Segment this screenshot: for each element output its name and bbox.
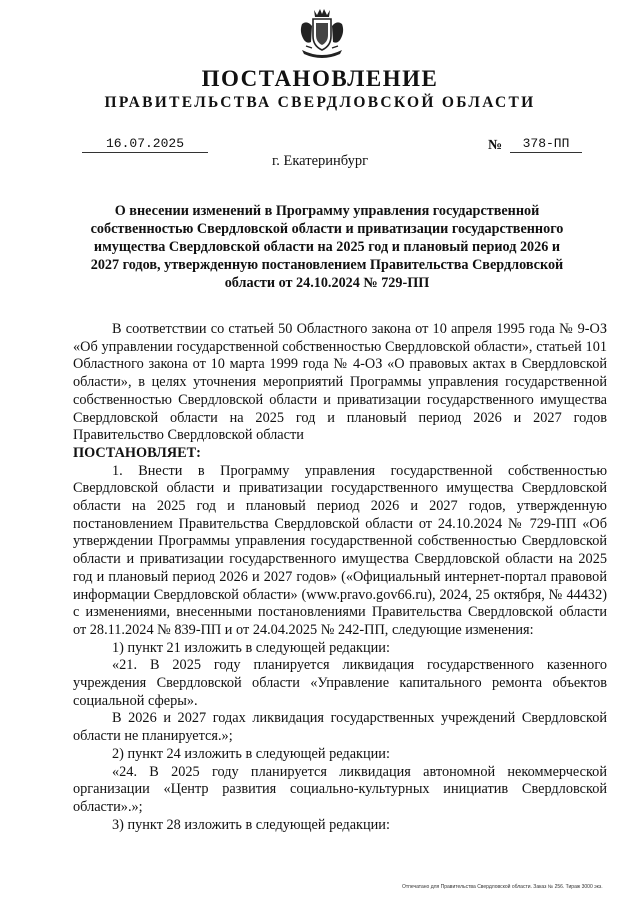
- clause-paragraph: «21. В 2025 году планируется ликвидация государственного казенного учреждения Свердловской области «Управление капитального ремонта объектов социальной сферы».: [73, 657, 607, 709]
- clause-paragraph: 1. Внести в Программу управления государственной собственностью Свердловской области и приватизации государственного имущества Свердловской области на 2025 год и плановый период 2026 и 2027 годов, утвержденную постановлением Правительства Свердловской области от 24.10.2024 № 729-ПП «Об утверждении Программы управления государственной собственностью Свердловской области и приватизации государственного имущества Свердловской области на 2025 год и плановый период 2026 и 2027 годов» («Официальный интернет-портал правовой информации Свердловской области» (www.pravo.gov66.ru), 2024, 25 октября, № 44432) с изменениями, внесенными постановлениями Правительства Свердловской области от 28.11.2024 № 839-ПП и от 24.04.2025 № 242-ПП, следующие изменения:: [73, 462, 607, 638]
- city: г. Екатеринбург: [271, 153, 369, 169]
- document-date: 16.07.2025: [82, 136, 208, 153]
- preamble-paragraph: В соответствии со статьей 50 Областного закона от 10 апреля 1995 года № 9-ОЗ «Об управлении государственной собственностью Свердловской области», статьей 101 Областного закона от 10 марта 1999 года № 4-ОЗ «О правовых актах в Свердловской области», в целях уточнения мероприятий Программы управления государственной собственностью Свердловской области и приватизации государственного имущества Свердловской области на 2025 год и плановый период 2026 и 2027 годов Правительство Свердловской области: [73, 321, 607, 444]
- print-footer: Отпечатано для Правительства Свердловской области. Заказ № 256. Тираж 3000 экз.: [402, 884, 603, 890]
- document-issuer: ПРАВИТЕЛЬСТВА СВЕРДЛОВСКОЙ ОБЛАСТИ: [104, 94, 536, 111]
- document-number: 378-ПП: [510, 136, 582, 153]
- resolves-heading: ПОСТАНОВЛЯЕТ:: [73, 444, 201, 461]
- number-label: №: [488, 138, 503, 153]
- coat-of-arms-icon: [296, 6, 348, 62]
- document-body: [73, 321, 607, 834]
- clause-paragraph: «24. В 2025 году планируется ликвидация автономной некоммерческой организации «Центр развития социально-культурных инициатив Свердловской области».»;: [73, 763, 607, 815]
- clause-paragraph: 2) пункт 24 изложить в следующей редакции:: [112, 745, 390, 762]
- clause-paragraph: 3) пункт 28 изложить в следующей редакции:: [112, 816, 390, 833]
- document-title: ПОСТАНОВЛЕНИЕ: [201, 66, 439, 91]
- document-heading: О внесении изменений в Программу управления государственной собственностью Свердловской области и приватизации государственного имущества Свердловской области на 2025 год и плановый период 2026 и 2027 годов, утвержденную постановлением Правительства Свердловской области от 24.10.2024 № 729-ПП: [90, 203, 564, 291]
- clause-paragraph: 1) пункт 21 изложить в следующей редакции:: [112, 639, 390, 656]
- clause-paragraph: В 2026 и 2027 годах ликвидация государственных учреждений Свердловской области не планируется.»;: [73, 710, 607, 745]
